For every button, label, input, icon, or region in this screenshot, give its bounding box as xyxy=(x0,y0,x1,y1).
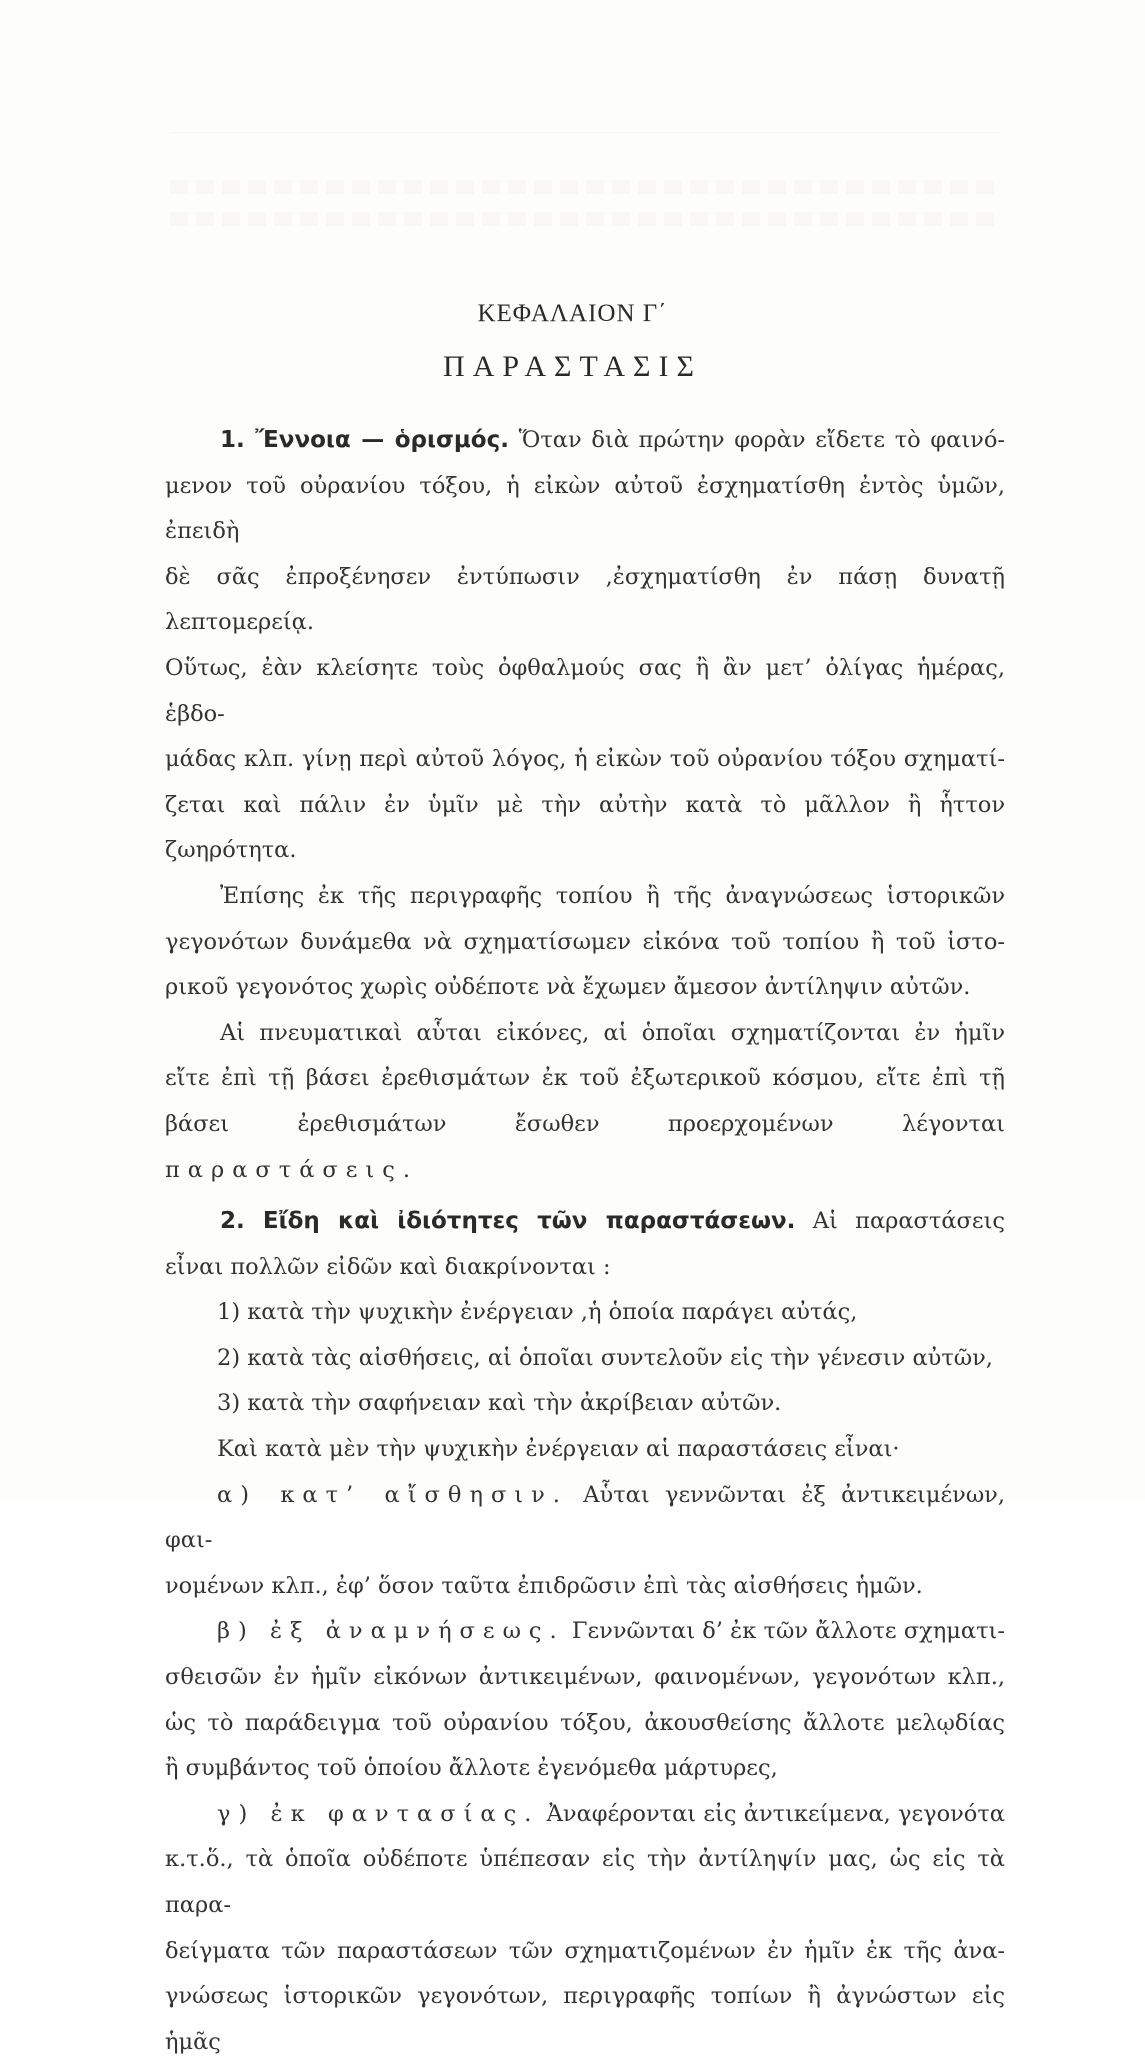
text-line: Οὕτως, ἐὰν κλείσητε τοὺς ὀφθαλμούς σας ἢ ἂν μετ’ ὀλίγας ἡμέρας, ἑβδο- xyxy=(165,654,1005,727)
text-line: γνώσεως ἱστορικῶν γεγονότων, περιγραφῆς τοπίων ἢ ἀγνώστων εἰς ἡμᾶς xyxy=(165,1983,1005,2055)
text-line: κ.τ.ὅ., τὰ ὁποῖα οὐδέποτε ὑπέπεσαν εἰς τὴν ἀντίληψίν μας, ὡς εἰς τὰ παρα- xyxy=(165,1846,1005,1918)
chapter-title: ΠΑΡΑΣΤΑΣΙΣ xyxy=(443,350,702,383)
text-line: Ἐπίσης ἐκ τῆς περιγραφῆς τοπίου ἢ τῆς ἀναγνώσεως ἱστορικῶν xyxy=(220,882,1005,909)
text-line: μενον τοῦ οὐρανίου τόξου, ἡ εἰκὼν αὐτοῦ ἐσχηματίσθη ἐντὸς ὑμῶν, ἐπειδὴ xyxy=(165,472,1005,545)
text-line: εἴτε ἐπὶ τῇ βάσει ἐρεθισμάτων ἐκ τοῦ ἐξωτερικοῦ κόσμου, εἴτε ἐπὶ τῇ xyxy=(165,1065,1005,1092)
section2-first-line xyxy=(165,1199,1005,1245)
term-emphasis: β) ἐξ ἀναμνήσεως. xyxy=(217,1618,565,1645)
text-run: Ὅταν διὰ πρώτην φορὰν εἴδετε τὸ φαινό- xyxy=(508,427,1005,453)
text-line: νομένων κλπ., ἐφ’ ὅσον ταῦτα ἐπιδρῶσιν ἐπὶ τὰς αἰσθήσεις ἡμῶν. xyxy=(165,1572,923,1599)
bleed-through-line xyxy=(170,180,1000,194)
text-line: εἶναι πολλῶν εἰδῶν καὶ διακρίνονται : xyxy=(165,1253,611,1280)
text-line xyxy=(165,1473,1005,1564)
text-line: ρικοῦ γεγονότος χωρὶς οὐδέποτε νὰ ἔχωμεν ἄμεσον ἀντίληψιν αὐτῶν. xyxy=(165,974,971,1001)
text-line: μάδας κλπ. γίνῃ περὶ αὐτοῦ λόγος, ἡ εἰκὼν τοῦ οὐρανίου τόξου σχηματί- xyxy=(165,746,1005,773)
chapter-label: ΚΕΦΑΛΑΙΟΝ Γ΄ xyxy=(477,300,668,327)
list-item: 3) κατὰ τὴν σαφήνειαν καὶ τὴν ἀκρίβειαν αὐτῶν. xyxy=(217,1390,782,1417)
bleed-through-line xyxy=(170,212,1000,226)
bleed-through-header xyxy=(170,88,1000,133)
text-line xyxy=(165,1792,1005,1838)
text-run: Γεννῶνται δ’ ἐκ τῶν ἄλλοτε σχηματι- xyxy=(564,1618,1005,1645)
list-item: 2) κατὰ τὰς αἰσθήσεις, αἱ ὁποῖαι συντελοῦν εἰς τὴν γένεσιν αὐτῶν, xyxy=(217,1344,993,1371)
text-line: δείγματα τῶν παραστάσεων τῶν σχηματιζομένων ἐν ἡμῖν ἐκ τῆς ἀνα- xyxy=(165,1937,1005,1964)
term-emphasis: α) κατ’ αἴσθησιν. xyxy=(217,1481,568,1508)
text-line xyxy=(165,1102,1005,1193)
list-item: 1) κατὰ τὴν ψυχικὴν ἐνέργειαν ,ἡ ὁποία παράγει αὐτάς, xyxy=(217,1299,858,1326)
term-emphasis: παραστάσεις. xyxy=(165,1156,418,1183)
section2-heading: 2. Εἴδη καὶ ἰδιότητες τῶν παραστάσεων. xyxy=(220,1208,796,1235)
text-line: σθεισῶν ἐν ἡμῖν εἰκόνων ἀντικειμένων, φαινομένων, γεγονότων κλπ., xyxy=(165,1664,1005,1691)
term-emphasis: γ) ἐκ φαντασίας. xyxy=(217,1800,540,1827)
text-line: ὡς τὸ παράδειγμα τοῦ οὐρανίου τόξου, ἀκουσθείσης ἄλλοτε μελῳδίας xyxy=(165,1709,1005,1736)
text-line: ζεται καὶ πάλιν ἐν ὑμῖν μὲ τὴν αὐτὴν κατὰ τὸ μᾶλλον ἢ ἧττον ζωηρότητα. xyxy=(165,791,1005,864)
text-line: Καὶ κατὰ μὲν τὴν ψυχικὴν ἐνέργειαν αἱ παραστάσεις εἶναι· xyxy=(217,1436,900,1463)
text-run: Ἀναφέρονται εἰς ἀντικείμενα, γεγονότα xyxy=(539,1800,1005,1827)
text-line: δὲ σᾶς ἐπροξένησεν ἐντύπωσιν ,ἐσχηματίσθη ἐν πάσῃ δυνατῇ λεπτομερείᾳ. xyxy=(165,563,1005,636)
text-run: Αἱ παραστάσεις xyxy=(795,1208,1005,1235)
text-line: γεγονότων δυνάμεθα νὰ σχηματίσωμεν εἰκόνα τοῦ τοπίου ἢ τοῦ ἱστο- xyxy=(165,928,1005,955)
section1-first-line xyxy=(165,418,1005,464)
text-line xyxy=(165,1609,1005,1655)
section1-heading: 1. Ἔννοια — ὁρισμός. xyxy=(220,427,509,453)
text-run: Αὗται γεννῶνται ἐξ ἀντικειμένων, φαι- xyxy=(165,1481,1005,1554)
body-text xyxy=(165,418,1005,2065)
text-line: ἢ συμβάντος τοῦ ὁποίου ἄλλοτε ἐγενόμεθα μάρτυρες, xyxy=(165,1755,778,1782)
text-run: βάσει ἐρεθισμάτων ἔσωθεν προερχομένων λέγονται xyxy=(165,1110,1005,1137)
text-line: Αἱ πνευματικαὶ αὗται εἰκόνες, αἱ ὁποῖαι σχηματίζονται ἐν ἡμῖν xyxy=(220,1019,1005,1046)
